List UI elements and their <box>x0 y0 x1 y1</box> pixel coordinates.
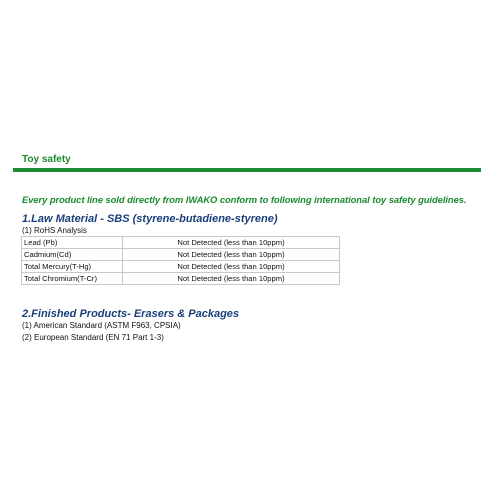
result-cell: Not Detected (less than 10ppm) <box>123 249 340 261</box>
table-row <box>22 261 340 273</box>
substance-cell: Total Mercury(T-Hg) <box>22 261 123 273</box>
european-standard-item: (2) European Standard (EN 71 Part 1-3) <box>22 333 164 342</box>
table-row <box>22 237 340 249</box>
finished-products-heading: 2.Finished Products- Erasers & Packages <box>22 308 240 320</box>
law-material-heading: 1.Law Material - SBS (styrene-butadiene-styrene) <box>22 213 278 225</box>
substance-cell: Cadmium(Cd) <box>22 249 123 261</box>
table-row <box>22 273 340 285</box>
result-cell: Not Detected (less than 10ppm) <box>123 237 340 249</box>
american-standard-item: (1) American Standard (ASTM F963, CPSIA) <box>22 321 181 330</box>
title-divider <box>13 168 481 172</box>
substance-cell: Lead (Pb) <box>22 237 123 249</box>
intro-statement: Every product line sold directly from IWAKO conform to following international toy safety guidelines. <box>22 194 467 205</box>
rohs-table <box>21 236 340 285</box>
table-row <box>22 249 340 261</box>
result-cell: Not Detected (less than 10ppm) <box>123 261 340 273</box>
section-title: Toy safety <box>22 154 71 165</box>
substance-cell: Total Chromium(T-Cr) <box>22 273 123 285</box>
rohs-analysis-label: (1) RoHS Analysis <box>22 226 87 235</box>
result-cell: Not Detected (less than 10ppm) <box>123 273 340 285</box>
